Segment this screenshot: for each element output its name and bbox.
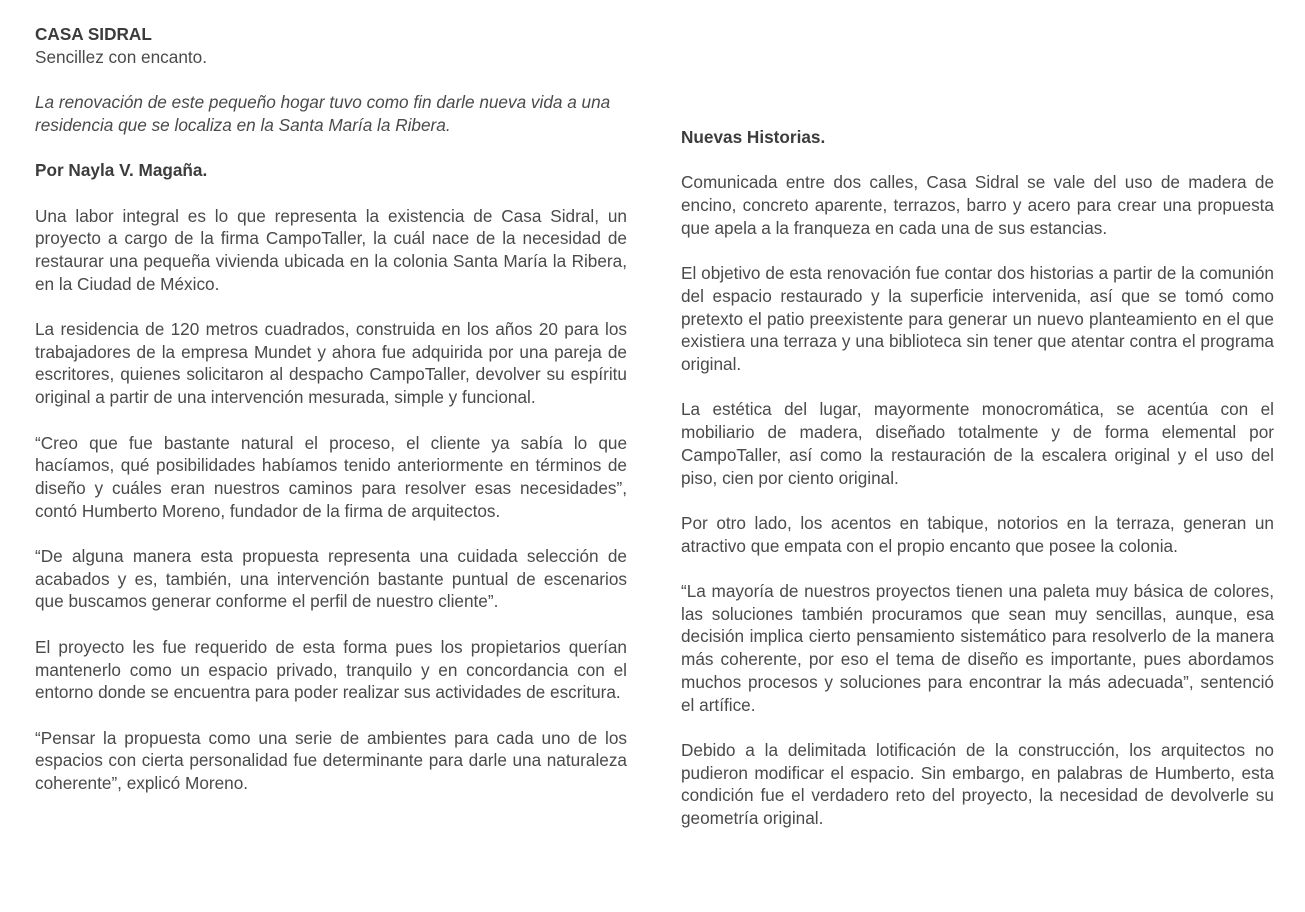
article-title: CASA SIDRAL xyxy=(35,24,152,44)
paragraph: “Pensar la propuesta como una serie de ambientes para cada uno de los espacios con cierta personalidad fue determinante para darle una naturaleza coherente”, explicó Moreno. xyxy=(35,727,627,794)
article-subtitle: Sencillez con encanto. xyxy=(35,46,207,67)
article-lead: La renovación de este pequeño hogar tuvo como fin darle nueva vida a una residencia que se localiza en la Santa María la Ribera. xyxy=(35,92,611,135)
paragraph: “La mayoría de nuestros proyectos tienen una paleta muy básica de colores, las soluciones también procuramos que sean muy sencillas, aunque, esa decisión implica cierto pensamiento sistemático para resolverlo de la manera más coherente, por eso el tema de diseño es importante, pues abordamos muchos procesos y soluciones para encontrar la más adecuada”, sentenció el artífice. xyxy=(681,580,1274,715)
paragraph: Por otro lado, los acentos en tabique, notorios en la terraza, generan un atractivo que empata con el propio encanto que posee la colonia. xyxy=(681,512,1274,556)
paragraph: Una labor integral es lo que representa la existencia de Casa Sidral, un proyecto a cargo de la firma CampoTaller, la cuál nace de la necesidad de restaurar una pequeña vivienda ubicada en la colonia Santa María la Ribera, en la Ciudad de México. xyxy=(35,205,627,294)
paragraph: Comunicada entre dos calles, Casa Sidral se vale del uso de madera de encino, concreto aparente, terrazos, barro y acero para crear una propuesta que apela a la franqueza en cada una de sus estancias. xyxy=(681,172,1274,238)
paragraph: “Creo que fue bastante natural el proceso, el cliente ya sabía lo que hacíamos, qué posibilidades habíamos tenido anteriormente en términos de diseño y cuáles eran nuestros caminos para resolver esas necesidades”, contó Humberto Moreno, fundador de la firma de arquitectos. xyxy=(35,432,627,521)
section-heading: Nuevas Historias. xyxy=(681,127,826,147)
right-column xyxy=(681,126,1274,830)
paragraph: El objetivo de esta renovación fue contar dos historias a partir de la comunión del espacio restaurado y la superficie intervenida, así que se tomó como pretexto el patio preexistente para generar un nuevo planteamiento en el que existiera una terraza y una biblioteca sin tener que atentar contra el programa original. xyxy=(681,263,1274,374)
paragraph: “De alguna manera esta propuesta representa una cuidada selección de acabados y es, también, una intervención bastante puntual de escenarios que buscamos generar conforme el perfil de nuestro cliente”. xyxy=(35,546,627,612)
article-byline: Por Nayla V. Magaña. xyxy=(35,160,208,181)
paragraph: La estética del lugar, mayormente monocromática, se acentúa con el mobiliario de madera, diseñado totalmente y de forma elemental por CampoTaller, así como la restauración de la escalera original y el uso del piso, cien por ciento original. xyxy=(681,399,1274,488)
paragraph: Debido a la delimitada lotificación de la construcción, los arquitectos no pudieron modificar el espacio. Sin embargo, en palabras de Humberto, esta condición fue el verdadero reto del proyecto, la necesidad de devolverle su geometría original. xyxy=(681,739,1274,828)
paragraph: La residencia de 120 metros cuadrados, construida en los años 20 para los trabajadores de la empresa Mundet y ahora fue adquirida por una pareja de escritores, quienes solicitaron al despacho CampoTaller, devolver su espíritu original a partir de una intervención mesurada, simple y funcional. xyxy=(35,319,627,408)
left-column xyxy=(35,23,627,795)
paragraph: El proyecto les fue requerido de esta forma pues los propietarios querían mantenerlo como un espacio privado, tranquilo y en concordancia con el entorno donde se encuentra para poder realizar sus actividades de escritura. xyxy=(35,636,627,703)
